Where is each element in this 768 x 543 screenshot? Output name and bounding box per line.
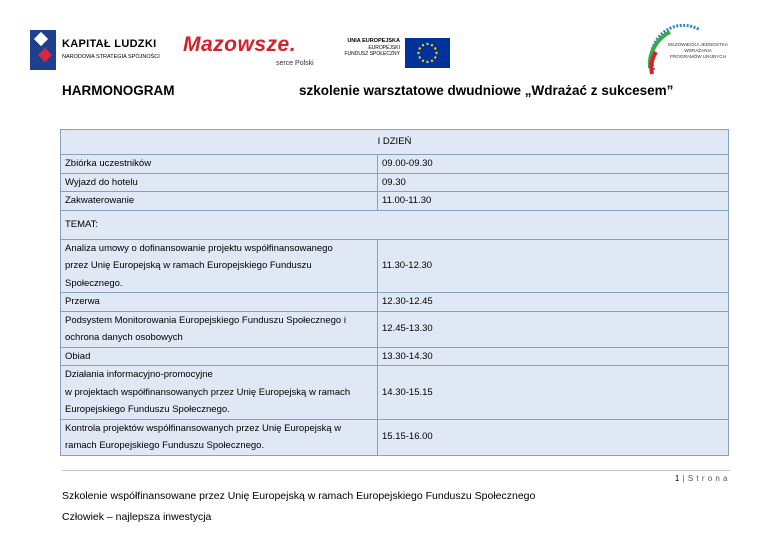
eu-logo-text (344, 38, 400, 58)
activity-line: Podsystem Monitorowania Europejskiego Funduszu Społecznego i (65, 314, 346, 326)
eu-logo-line2: EUROPEJSKI (368, 44, 400, 51)
activity-line: Działania informacyjno-promocyjne (65, 369, 213, 380)
table-row (61, 155, 729, 174)
table-row (61, 347, 729, 366)
table-row (61, 293, 729, 312)
time-cell: 09.30 (378, 173, 729, 192)
mazowsze-wordmark: Mazowsze. (183, 33, 297, 56)
eu-star-icon (422, 60, 424, 62)
kapital-ludzki-emblem-icon (30, 30, 56, 70)
mjwpu-arc-red (651, 52, 656, 74)
mjwpu-logo (640, 22, 732, 77)
eu-logo-line1: UNIA EUROPEJSKA (347, 38, 400, 44)
activity-line: ramach Europejskiego Funduszu Społecznego. (65, 440, 265, 451)
activity-cell (61, 366, 378, 420)
day-label: I DZIEŃ (61, 130, 729, 155)
mazowsze-subtitle: serce Polski (276, 60, 314, 67)
eu-star-icon (431, 44, 433, 46)
training-title: szkolenie warsztatowe dwudniowe „Wdrażać z sukcesem” (299, 83, 674, 98)
page-indicator (675, 474, 728, 483)
activity-line: Przerwa (65, 296, 100, 307)
time-cell: 11.00-11.30 (378, 192, 729, 211)
eu-star-icon (434, 47, 436, 49)
table-row (61, 419, 729, 455)
eu-star-icon (419, 56, 421, 58)
kapital-ludzki-subtitle: NARODOWA STRATEGIA SPÓJNOŚCI (62, 54, 160, 60)
eu-logo (344, 38, 450, 68)
footer-divider (62, 470, 730, 471)
mazowsze-logo (183, 35, 328, 67)
time-cell: 13.30-14.30 (378, 347, 729, 366)
eu-star-icon (419, 47, 421, 49)
eu-star-icon (431, 60, 433, 62)
table-row (61, 311, 729, 347)
eu-star-icon (435, 52, 437, 54)
time-cell: 15.15-16.00 (378, 419, 729, 455)
eu-flag-icon (405, 38, 450, 68)
activity-line: Kontrola projektów współfinansowanych przez Unię Europejską w (65, 422, 342, 434)
mjwpu-text-1: MAZOWIECKA JEDNOSTKA (668, 42, 728, 47)
eu-star-icon (426, 43, 428, 45)
activity-cell (61, 419, 378, 455)
eu-star-icon (426, 61, 428, 63)
time-cell: 09.00-09.30 (378, 155, 729, 174)
mjwpu-text-2: WDRAŻANIA (684, 48, 712, 53)
document-title: HARMONOGRAM (62, 83, 175, 98)
eu-star-icon (422, 44, 424, 46)
schedule-table (60, 129, 729, 456)
eu-star-icon (434, 56, 436, 58)
mjwpu-text-3: PROGRAMÓW UNIJNYCH (669, 54, 727, 59)
activity-line: ochrona danych osobowych (65, 332, 183, 343)
activity-line: Obiad (65, 350, 91, 362)
activity-cell (61, 239, 378, 293)
eu-logo-line3: FUNDUSZ SPOŁECZNY (344, 51, 400, 57)
activity-cell: Wyjazd do hotelu (61, 173, 378, 192)
time-cell: 12.30-12.45 (378, 293, 729, 312)
temat-row (61, 210, 729, 239)
temat-label: TEMAT: (61, 210, 729, 239)
eu-star-icon (417, 52, 419, 54)
activity-cell: Zbiórka uczestników (61, 155, 378, 174)
activity-cell: Zakwaterowanie (61, 192, 378, 211)
footer-cofinancing-note: Szkolenie współfinansowane przez Unię Europejską w ramach Europejskiego Funduszu Społecznego (62, 490, 536, 502)
day-header-row (61, 130, 729, 155)
page-number: 1 (674, 474, 680, 483)
time-cell: 12.45-13.30 (378, 311, 729, 347)
time-cell: 14.30-15.15 (378, 366, 729, 420)
activity-line: Europejskiego Funduszu Społecznego. (65, 404, 230, 415)
activity-cell (61, 293, 378, 312)
activity-line: Analiza umowy o dofinansowanie projektu współfinansowanego (65, 242, 333, 254)
activity-cell (61, 347, 378, 366)
table-row (61, 192, 729, 211)
activity-cell (61, 311, 378, 347)
table-row (61, 173, 729, 192)
activity-line: Społecznego. (65, 277, 123, 289)
kapital-ludzki-title: KAPITAŁ LUDZKI (62, 38, 157, 50)
page-label: | S t r o n a (682, 474, 728, 483)
table-row (61, 239, 729, 293)
activity-line: przez Unię Europejską w ramach Europejskiego Funduszu (65, 260, 312, 271)
activity-line: w projektach współfinansowanych przez Unię Europejską w ramach (65, 386, 351, 398)
kapital-ludzki-logo (30, 30, 160, 74)
time-cell: 11.30-12.30 (378, 239, 729, 293)
footer-slogan: Człowiek – najlepsza inwestycja (62, 511, 212, 523)
table-row (61, 366, 729, 420)
